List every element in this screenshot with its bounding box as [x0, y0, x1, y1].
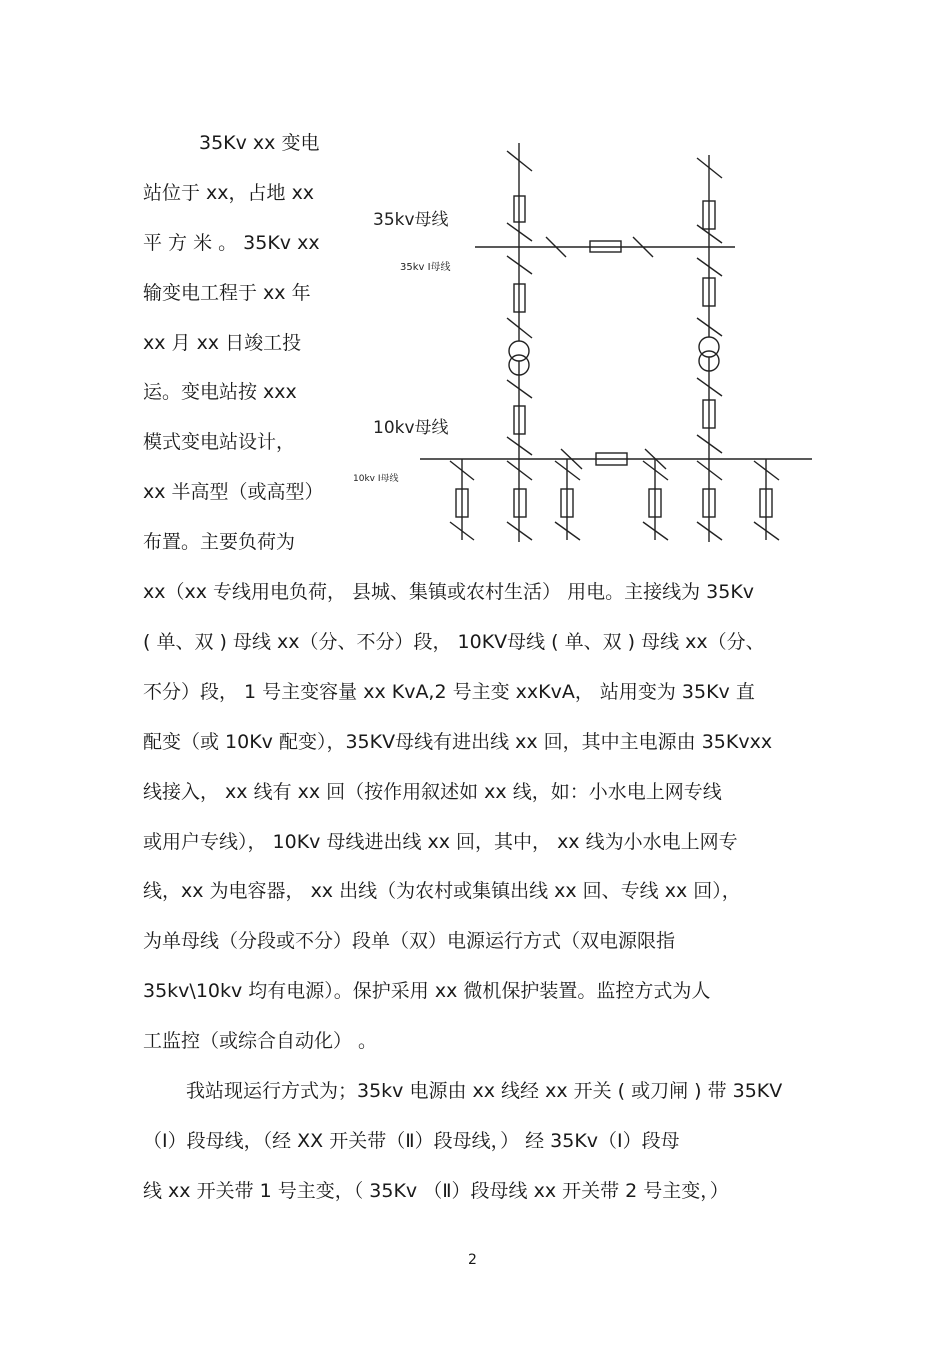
10kv-section-label: 10kv Ⅰ母线 [353, 474, 399, 484]
body-line: 不分）段， 1 号主变容量 xx KvA,2 号主变 xxKvA， 站用变为 35Kv 直 [143, 681, 755, 703]
outgoing-feeder [555, 459, 580, 540]
body-line: 为单母线（分段或不分）段单（双）电源运行方式（双电源限指 [143, 930, 676, 952]
intro-line: 布置。主要负荷为 [143, 531, 296, 553]
bus-tie-breaker-icon [596, 453, 627, 465]
outgoing-feeder [507, 461, 532, 540]
switch-mark [507, 256, 532, 274]
switch-mark [561, 449, 582, 469]
switch-mark [697, 435, 722, 453]
breaker-icon [514, 406, 525, 434]
intro-line: xx 月 xx 日竣工投 [143, 332, 302, 354]
body-line: 线 xx 开关带 1 号主变，（ 35Kv （Ⅱ）段母线 xx 开关带 2 号主变，） [143, 1180, 729, 1202]
body-line: 或用户专线）， 10Kv 母线进出线 xx 回，其中， xx 线为小水电上网专 [143, 831, 738, 853]
body-line: ( 单、双 ) 母线 xx（分、不分）段， 10KV母线 ( 单、双 ) 母线 xx（分、 [143, 631, 765, 653]
intro-line: xx 半高型（或高型） [143, 481, 324, 503]
outgoing-feeder [697, 461, 722, 540]
transformer-icon [699, 337, 719, 357]
transformer-icon [509, 341, 529, 361]
intro-line: 输变电工程于 xx 年 [143, 282, 311, 304]
page-number: 2 [468, 1252, 477, 1268]
body-line: 35kv\10kv 均有电源）。保护采用 xx 微机保护装置。监控方式为人 [143, 980, 711, 1002]
intro-line: 平 方 米 。 35Kv xx [143, 232, 320, 254]
body-line: （Ⅰ）段母线，（经 XX 开关带（Ⅱ）段母线，） 经 35Kv（Ⅰ）段母 [143, 1130, 680, 1152]
switch-mark [507, 380, 532, 398]
outgoing-feeder [450, 459, 474, 540]
switch-mark [697, 378, 722, 396]
body-line: 线接入， xx 线有 xx 回（按作用叙述如 xx 线，如：小水电上网专线 [143, 781, 722, 803]
intro-line: 站位于 xx，占地 xx [143, 182, 315, 204]
35kv-bus-label: 35kv母线 [373, 210, 449, 230]
breaker-icon [514, 284, 525, 312]
switch-mark [546, 237, 566, 257]
intro-line: 运。变电站按 xxx [143, 381, 297, 403]
switch-mark [645, 449, 666, 469]
switch-mark [507, 318, 532, 338]
body-line: 配变（或 10Kv 配变），35KV母线有进出线 xx 回，其中主电源由 35Kvxx [143, 731, 773, 753]
35kv-section-label: 35kv Ⅰ母线 [400, 262, 451, 273]
body-line: 工监控（或综合自动化） 。 [143, 1030, 378, 1052]
breaker-icon [703, 201, 715, 229]
switch-mark [697, 318, 722, 336]
body-line: 线，xx 为电容器， xx 出线（为农村或集镇出线 xx 回、专线 xx 回）， [143, 880, 741, 902]
breaker-icon [703, 278, 715, 306]
intro-line: 35Kv xx 变电 [199, 132, 320, 154]
switch-mark [507, 151, 532, 171]
switch-mark [697, 225, 722, 243]
switch-mark [507, 223, 532, 241]
intro-line: 模式变电站设计， [143, 431, 296, 453]
breaker-icon [703, 400, 715, 428]
switch-mark [697, 258, 722, 276]
transformer-icon [699, 351, 719, 371]
outgoing-feeder [754, 459, 779, 540]
outgoing-feeder [643, 459, 668, 540]
switch-mark [633, 237, 653, 257]
transformer-icon [509, 355, 529, 375]
breaker-icon [514, 196, 525, 222]
body-line: xx（xx 专线用电负荷， 县城、集镇或农村生活） 用电。主接线为 35Kv [143, 581, 755, 603]
bus-tie-breaker-icon [590, 241, 621, 252]
body-line: 我站现运行方式为；35kv 电源由 xx 线经 xx 开关 ( 或刀闸 ) 带 35KV [186, 1080, 783, 1102]
switch-mark [507, 437, 532, 455]
10kv-bus-label: 10kv母线 [373, 418, 449, 438]
switch-mark [697, 158, 722, 178]
